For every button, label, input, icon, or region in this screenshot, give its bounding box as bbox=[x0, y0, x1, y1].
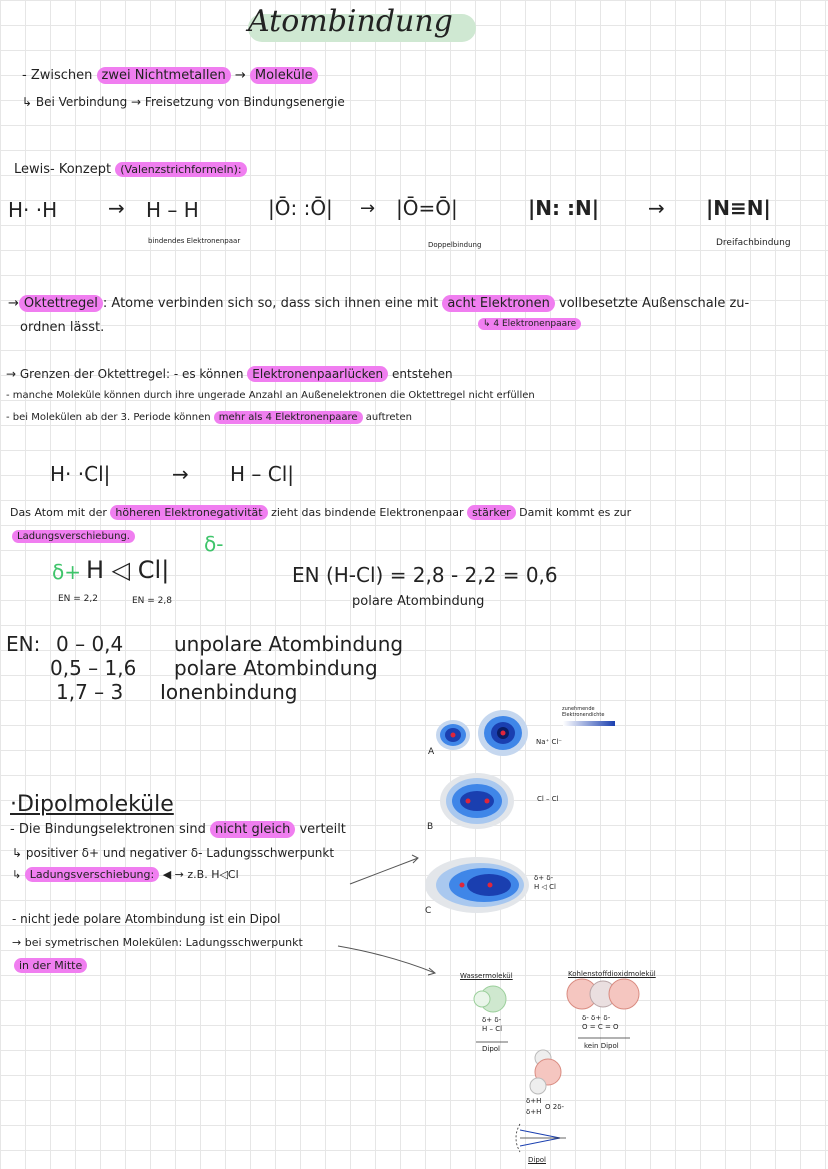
lewis-oo-right: |Ō=Ō| bbox=[396, 196, 458, 220]
lewis-nn-right: |N≡N| bbox=[706, 196, 771, 220]
hcl-text-prefix: Das Atom mit der bbox=[10, 506, 107, 519]
lewis-heading: Lewis- Konzept bbox=[14, 162, 112, 177]
oktett-sub-highlight: ↳ 4 Elektronenpaare bbox=[478, 318, 581, 330]
dipol-heading: ·Dipolmoleküle bbox=[10, 792, 174, 817]
oktett-line-2: ordnen lässt. bbox=[20, 320, 105, 335]
en-text-2: polare Atombindung bbox=[174, 656, 378, 680]
oktett-highlight: Oktettregel bbox=[19, 295, 103, 312]
grenzen-suffix: entstehen bbox=[392, 367, 453, 381]
lewis-hh-arrow: → bbox=[108, 196, 125, 220]
lewis-oo-left: |Ō: :Ō| bbox=[268, 196, 333, 220]
oktett-highlight-acht: acht Elektronen bbox=[442, 295, 555, 312]
lewis-hh-note: bindendes Elektronenpaar bbox=[148, 237, 241, 245]
dipol-highlight-mitte: in der Mitte bbox=[14, 958, 87, 973]
en-table-label: EN: bbox=[6, 632, 41, 656]
grenzen-highlight-luecken: Elektronenpaarlücken bbox=[247, 366, 388, 382]
grenzen-prefix: → Grenzen der Oktettregel: - es können bbox=[6, 367, 244, 381]
density-legend-text: zunehmende Elektronendichte bbox=[562, 706, 605, 718]
lewis-nn-note: Dreifachbindung bbox=[716, 238, 791, 248]
en-text-1: unpolare Atombindung bbox=[174, 632, 404, 656]
oktett-arrow: → bbox=[8, 296, 19, 311]
grenzen-line-2: - manche Moleküle können durch ihre ungerade Anzahl an Außenelektronen die Oktettregel nicht erfüllen bbox=[6, 390, 535, 401]
water-formula: H – Cl bbox=[482, 1025, 503, 1033]
grenzen-l3-prefix: - bei Molekülen ab der 3. Periode können bbox=[6, 412, 211, 423]
dipol-line-5: → bei symetrischen Molekülen: Ladungsschwerpunkt bbox=[12, 936, 303, 949]
dipol-highlight-ladung: Ladungsverschiebung: bbox=[25, 867, 160, 882]
density-b bbox=[440, 773, 514, 829]
en-calc: EN (H-Cl) = 2,8 - 2,2 = 0,6 bbox=[292, 563, 558, 587]
dipol-highlight-nicht-gleich: nicht gleich bbox=[210, 821, 295, 838]
dipol-line-1 bbox=[10, 822, 346, 837]
lewis-hh-left: H· ·H bbox=[8, 198, 58, 222]
oktett-text-1: : Atome verbinden sich so, dass sich ihnen eine mit bbox=[102, 296, 439, 311]
dipol-l1-prefix: - Die Bindungselektronen sind bbox=[10, 822, 206, 837]
hcl-text-suffix: Damit kommt es zur bbox=[519, 506, 632, 519]
label-c: C bbox=[425, 906, 432, 916]
lewis-nn-left: |N: :N| bbox=[528, 196, 600, 220]
intro-line-2: ↳ Bei Verbindung → Freisetzung von Bindungsenergie bbox=[22, 95, 345, 109]
co2-formula: O = C = O bbox=[582, 1023, 619, 1031]
hcl-polar: H ◁ Cl| bbox=[86, 556, 170, 584]
lewis-nn-arrow: → bbox=[648, 196, 665, 220]
en-text-3: Ionenbindung bbox=[160, 680, 298, 704]
density-legend-bar bbox=[563, 721, 615, 726]
caption-c-top: δ+ δ- bbox=[534, 874, 554, 882]
intro-highlight-nichtmetalle: zwei Nichtmetallen bbox=[97, 67, 231, 84]
label-b: B bbox=[427, 822, 434, 832]
water-formula-top: δ+ δ- bbox=[482, 1016, 502, 1024]
lewis-oo-note: Doppelbindung bbox=[428, 241, 482, 249]
intro-highlight-molekuele: Moleküle bbox=[250, 67, 318, 84]
co2-title: Kohlenstoffdioxidmolekül bbox=[568, 970, 656, 978]
hcl-highlight-en: höheren Elektronegativität bbox=[110, 505, 267, 520]
dipol-line-3: ↳ Ladungsverschiebung: ◀ → z.B. H◁Cl bbox=[12, 868, 239, 881]
hcl-highlight-ladung: Ladungsverschiebung. bbox=[12, 530, 135, 543]
lewis-oo-arrow: → bbox=[360, 198, 376, 219]
density-a bbox=[436, 710, 528, 756]
en-range-2: 0,5 – 1,6 bbox=[50, 656, 137, 680]
dipol-line-4: - nicht jede polare Atombindung ist ein Dipol bbox=[12, 912, 281, 926]
caption-b: Cl – Cl bbox=[537, 795, 559, 803]
water-molecule-model bbox=[474, 986, 508, 1042]
en-h: EN = 2,2 bbox=[58, 594, 98, 604]
h2o-h2: δ+H bbox=[526, 1108, 542, 1116]
intro-arrow: → bbox=[234, 68, 246, 83]
caption-c-bottom: H ◁ Cl bbox=[534, 883, 556, 891]
dipol-line-2: ↳ positiver δ+ und negativer δ- Ladungsschwerpunkt bbox=[12, 846, 335, 860]
density-c bbox=[425, 857, 529, 913]
lewis-heading-highlight: (Valenzstrichformeln): bbox=[115, 162, 246, 177]
label-a: A bbox=[428, 747, 435, 757]
en-calc-note: polare Atombindung bbox=[352, 594, 485, 609]
grenzen-highlight-mehr: mehr als 4 Elektronenpaare bbox=[214, 411, 363, 424]
grenzen-l3-suffix: auftreten bbox=[365, 412, 412, 423]
hcl-highlight-staerker: stärker bbox=[467, 505, 516, 520]
delta-minus: δ- bbox=[204, 532, 224, 556]
co2-dipol: kein Dipol bbox=[584, 1042, 619, 1050]
en-range-1: 0 – 0,4 bbox=[56, 632, 124, 656]
water-dipol: Dipol bbox=[482, 1045, 501, 1053]
intro-prefix: - Zwischen bbox=[22, 68, 93, 83]
dipol-l3-suffix: ◀ → z.B. H◁Cl bbox=[162, 868, 239, 881]
h2o-dipol: Dipol bbox=[528, 1156, 547, 1164]
hcl-right: H – Cl| bbox=[230, 462, 295, 486]
hcl-left: H· ·Cl| bbox=[50, 462, 111, 486]
water-title: Wassermolekül bbox=[460, 972, 513, 980]
page-title: Atombindung bbox=[248, 4, 453, 39]
h2o-o: O 2δ- bbox=[545, 1103, 564, 1111]
hcl-arrow: → bbox=[172, 462, 189, 486]
oktett-text-2: vollbesetzte Außenschale zu- bbox=[559, 296, 750, 311]
delta-plus: δ+ bbox=[52, 560, 81, 584]
en-cl: EN = 2,8 bbox=[132, 596, 172, 606]
hcl-text-mid: zieht das bindende Elektronenpaar bbox=[271, 506, 464, 519]
dipol-l1-suffix: verteilt bbox=[299, 822, 346, 837]
caption-a: Na⁺ Cl⁻ bbox=[536, 738, 562, 746]
co2-formula-top: δ- δ+ δ- bbox=[582, 1014, 611, 1022]
lewis-hh-right: H – H bbox=[146, 198, 199, 222]
en-range-3: 1,7 – 3 bbox=[56, 680, 124, 704]
h2o-h1: δ+H bbox=[526, 1097, 542, 1105]
